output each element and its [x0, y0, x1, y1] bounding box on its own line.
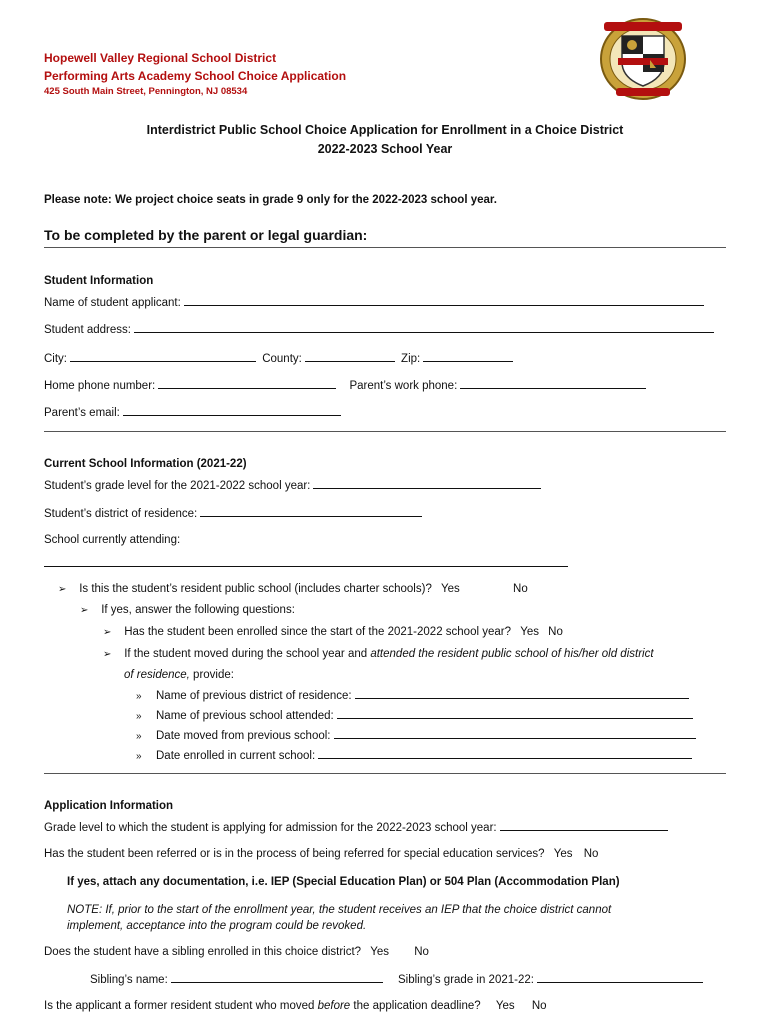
arrow-bullet-icon: ➢ — [103, 649, 112, 660]
enrolled-no-option[interactable]: No — [548, 626, 563, 638]
school-attending-label: School currently attending: — [44, 534, 181, 546]
home-phone-field[interactable] — [158, 378, 336, 389]
date-enrolled-row: » Date enrolled in current school: — [136, 748, 692, 762]
city-field[interactable] — [70, 351, 256, 362]
zip-label: Zip: — [401, 353, 421, 365]
student-info-heading: Student Information — [44, 275, 154, 287]
former-resident-question: Is the applicant a former resident student who moved before the application deadline? Yes No — [44, 1000, 547, 1012]
grade-note: Please note: We project choice seats in grade 9 only for the 2022-2023 school year. — [44, 194, 497, 206]
former-yes-option[interactable]: Yes — [495, 1000, 515, 1012]
moved-question: ➢ If the student moved during the school year and attended the resident public school of his/her old district — [103, 648, 654, 660]
sibling-grade-field[interactable] — [537, 972, 703, 983]
grade-level-field[interactable] — [313, 478, 541, 489]
arrow-bullet-icon: ➢ — [80, 605, 89, 616]
prev-school-field[interactable] — [337, 708, 693, 719]
sibling-yes-option[interactable]: Yes — [370, 946, 390, 958]
grade-applying-row: Grade level to which the student is applying for admission for the 2022-2023 school year: — [44, 820, 668, 834]
school-year: 2022-2023 School Year — [317, 142, 453, 156]
enrolled-question: ➢ Has the student been enrolled since the start of the 2021-2022 school year? Yes No — [103, 626, 563, 638]
district-residence-label: Student’s district of residence: — [44, 508, 198, 520]
prev-school-row: » Name of previous school attended: — [136, 708, 693, 722]
sibling-name-label: Sibling’s name: — [90, 974, 168, 986]
program-name: Performing Arts Academy School Choice Application — [44, 69, 347, 83]
district-address: 425 South Main Street, Pennington, NJ 08534 — [44, 86, 248, 97]
email-field[interactable] — [123, 405, 341, 416]
sibling-name-field[interactable] — [171, 972, 383, 983]
grade-level-label: Student’s grade level for the 2021-2022 school year: — [44, 480, 311, 492]
date-moved-row: » Date moved from previous school: — [136, 728, 696, 742]
district-residence-field[interactable] — [200, 506, 422, 517]
grade-applying-field[interactable] — [500, 820, 668, 831]
email-row — [44, 405, 341, 419]
student-name-label: Name of student applicant: — [44, 297, 181, 309]
moved-question-cont: of residence, provide: — [124, 669, 234, 681]
special-ed-yes-option[interactable]: Yes — [553, 848, 573, 860]
student-name-field[interactable] — [184, 295, 704, 306]
sibling-row — [90, 972, 703, 986]
raquo-bullet-icon: » — [136, 711, 142, 722]
attach-documentation-note: If yes, attach any documentation, i.e. IEP (Special Education Plan) or 504 Plan (Accommodation Plan) — [67, 876, 620, 888]
school-attending-field[interactable] — [44, 566, 568, 567]
special-ed-no-option[interactable]: No — [583, 848, 599, 860]
district-crest-logo — [598, 16, 688, 102]
date-moved-field[interactable] — [334, 728, 696, 739]
sibling-grade-label: Sibling’s grade in 2021-22: — [397, 974, 534, 986]
application-heading: Application Information — [44, 800, 174, 812]
county-field[interactable] — [305, 351, 395, 362]
resident-school-question: ➢ Is this the student’s resident public school (includes charter schools)? Yes No — [58, 583, 528, 595]
date-enrolled-field[interactable] — [318, 748, 692, 759]
work-phone-label: Parent’s work phone: — [349, 380, 458, 392]
if-yes-instruction: ➢ If yes, answer the following questions: — [80, 604, 295, 616]
student-address-label: Student address: — [44, 324, 131, 336]
prev-district-row: » Name of previous district of residence: — [136, 688, 689, 702]
raquo-bullet-icon: » — [136, 731, 142, 742]
section-divider — [44, 773, 726, 774]
section-divider — [44, 431, 726, 432]
city-row — [44, 351, 513, 365]
raquo-bullet-icon: » — [136, 751, 142, 762]
zip-field[interactable] — [423, 351, 513, 362]
city-label: City: — [44, 353, 67, 365]
current-school-heading: Current School Information (2021-22) — [44, 458, 247, 470]
sibling-no-option[interactable]: No — [414, 946, 429, 958]
home-phone-label: Home phone number: — [44, 380, 156, 392]
iep-note-line2: implement, acceptance into the program could be revoked. — [67, 920, 367, 932]
sibling-question: Does the student have a sibling enrolled in this choice district? Yes No — [44, 946, 429, 958]
resident-yes-option[interactable]: Yes — [441, 583, 460, 595]
prev-district-field[interactable] — [355, 688, 689, 699]
grade-level-row — [44, 478, 541, 492]
arrow-bullet-icon: ➢ — [103, 627, 112, 638]
district-name: Hopewell Valley Regional School District — [44, 51, 277, 65]
iep-note-line1: NOTE: If, prior to the start of the enrollment year, the student receives an IEP that the choice district cannot — [67, 904, 612, 916]
arrow-bullet-icon: ➢ — [58, 584, 67, 595]
guardian-heading: To be completed by the parent or legal guardian: — [44, 227, 368, 243]
student-name-row — [44, 295, 704, 309]
resident-no-option[interactable]: No — [513, 583, 528, 595]
student-address-row — [44, 322, 714, 336]
work-phone-field[interactable] — [460, 378, 646, 389]
student-address-field[interactable] — [134, 322, 714, 333]
county-label: County: — [262, 353, 302, 365]
phone-row — [44, 378, 646, 392]
enrolled-yes-option[interactable]: Yes — [520, 626, 539, 638]
raquo-bullet-icon: » — [136, 691, 142, 702]
district-residence-row — [44, 506, 422, 520]
special-ed-question: Has the student been referred or is in the process of being referred for special education services? Yes No — [44, 848, 599, 860]
section-divider — [44, 247, 726, 248]
email-label: Parent’s email: — [44, 407, 120, 419]
form-title: Interdistrict Public School Choice Application for Enrollment in a Choice District — [146, 123, 624, 137]
former-no-option[interactable]: No — [531, 1000, 547, 1012]
